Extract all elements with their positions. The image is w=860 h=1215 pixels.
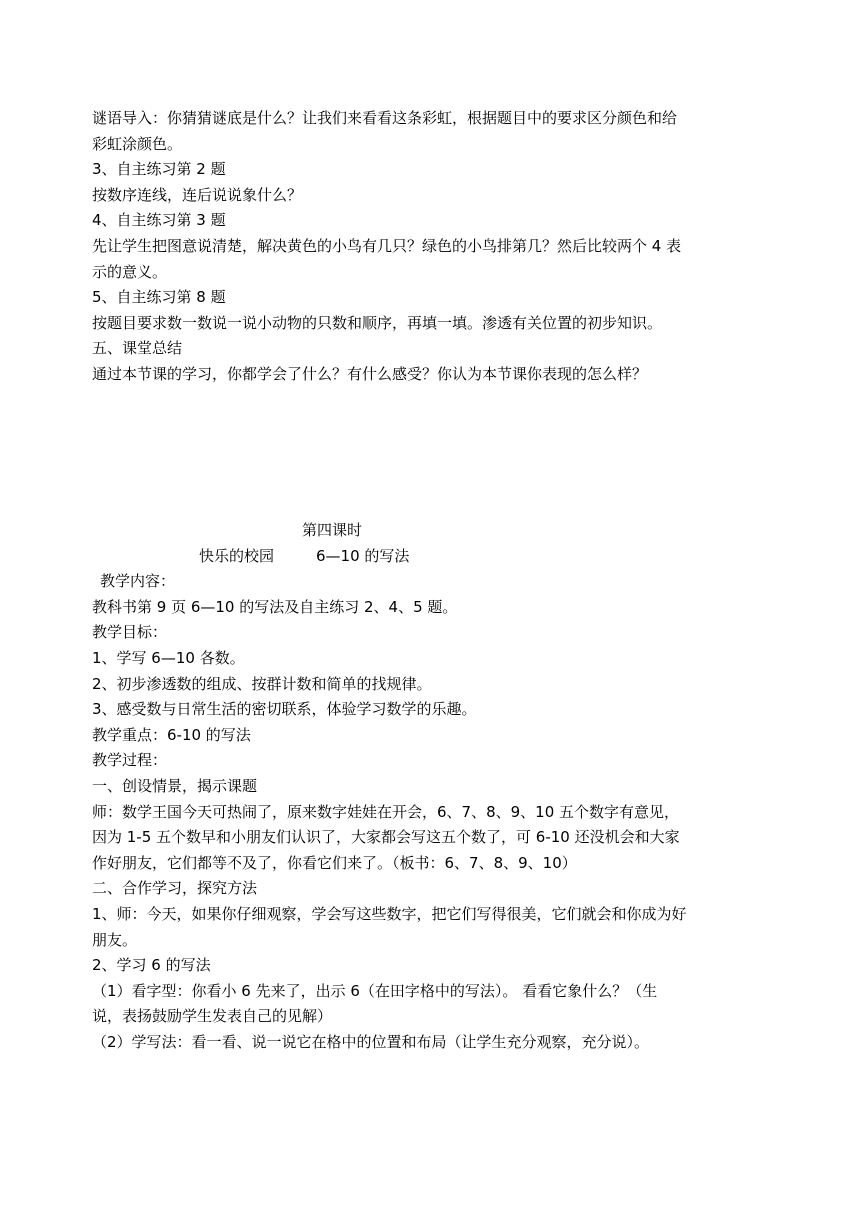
step-1-text: 师：数学王国今天可热闹了，原来数字娃娃在开会，6、7、8、9、10 五个数字有意见，因为 1-5 五个数早和小朋友们认识了，大家都会写这五个数了，可 6-10 还没机会和大家作好朋友，它们都等不及了，你看它们来了。（板书：6、7、8、9、10） [92, 802, 680, 872]
step-2-subitem-2: （2）学写法：看一看、说一说它在格中的位置和布局（让学生充分观察，充分说）。 [92, 1032, 650, 1051]
teaching-goals-label: 教学目标： [92, 623, 168, 642]
goal-2: 2、初步渗透数的组成、按群计数和简单的找规律。 [92, 674, 432, 693]
subtitle-left: 快乐的校园 [199, 546, 275, 565]
teaching-process-label: 教学过程： [92, 751, 168, 770]
step-2-item-2: 2、学习 6 的写法 [92, 956, 211, 975]
lesson-title: 第四课时 [302, 521, 363, 539]
teaching-focus: 教学重点：6-10 的写法 [92, 725, 251, 744]
step-2-item-1: 1、师：今天，如果你仔细观察，学会写这些数字，把它们写得很美，它们就会和你成为好朋友。 [92, 904, 687, 949]
exercise-8-heading: 5、自主练习第 8 题 [92, 288, 226, 307]
lesson-four-section [92, 518, 687, 1055]
previous-lesson-section [92, 106, 687, 388]
teaching-content-label: 教学内容： [100, 572, 176, 591]
goal-1: 1、学写 6—10 各数。 [92, 648, 245, 667]
exercise-8-text: 按题目要求数一数说一说小动物的只数和顺序，再填一填。渗透有关位置的初步知识。 [92, 313, 663, 332]
step-2-heading: 二、合作学习，探究方法 [92, 879, 258, 898]
summary-heading: 五、课堂总结 [92, 339, 183, 358]
exercise-3-text: 先让学生把图意说清楚，解决黄色的小鸟有几只？绿色的小鸟排第几？然后比较两个 4 表示的意义。 [92, 236, 682, 281]
exercise-2-text: 按数序连线，连后说说象什么？ [92, 185, 303, 204]
step-2-subitem-1: （1）看字型：你看小 6 先来了，出示 6（在田字格中的写法）。 看看它象什么？（生说，表扬鼓励学生发表自己的见解） [92, 981, 658, 1026]
step-1-heading: 一、创设情景，揭示课题 [92, 776, 258, 795]
exercise-3-heading: 4、自主练习第 3 题 [92, 211, 226, 230]
lesson-subtitle [92, 544, 687, 570]
goal-3: 3、感受数与日常生活的密切联系，体验学习数学的乐趣。 [92, 700, 477, 719]
teaching-content-text: 教科书第 9 页 6—10 的写法及自主练习 2、4、5 题。 [92, 597, 458, 616]
summary-text: 通过本节课的学习，你都学会了什么？有什么感受？你认为本节课你表现的怎么样？ [92, 364, 648, 383]
riddle-intro-paragraph: 谜语导入：你猜猜谜底是什么？让我们来看看这条彩虹，根据题目中的要求区分颜色和给彩虹涂颜色。 [92, 109, 678, 153]
exercise-2-heading: 3、自主练习第 2 题 [92, 160, 226, 179]
subtitle-right: 6—10 的写法 [316, 546, 410, 565]
